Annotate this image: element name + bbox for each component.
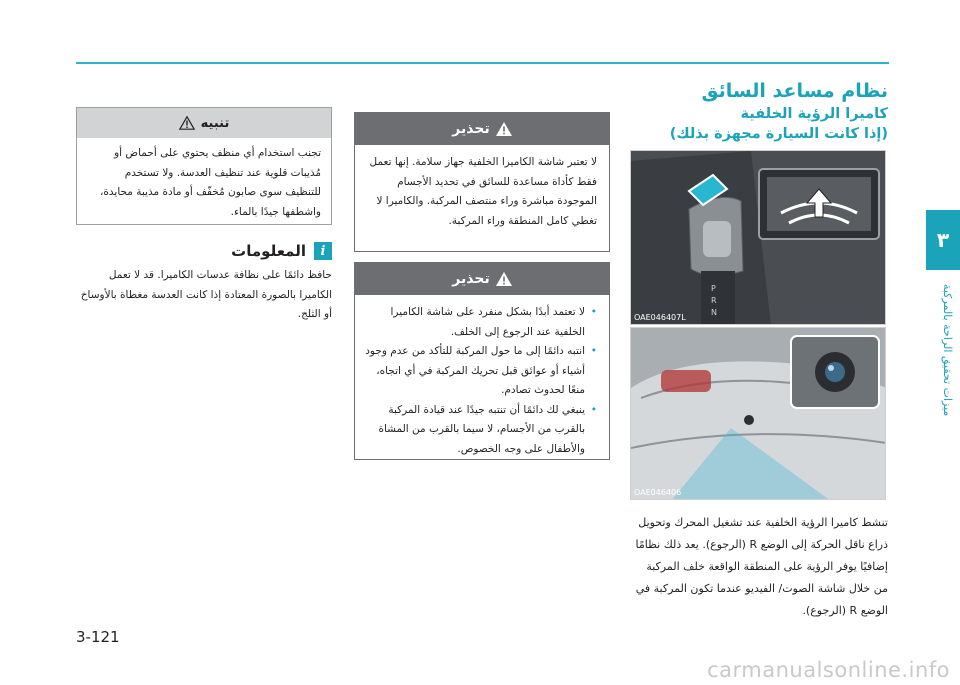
caution-header: [77, 108, 331, 138]
rear-camera-illustration: [631, 328, 886, 500]
figure-code-2: OAE046406: [634, 488, 682, 497]
chapter-label: ميزات تحقيق الراحة بالمركبة: [941, 283, 954, 417]
gear-shifter-illustration: [631, 151, 886, 325]
warning-title-1: تحذير: [452, 121, 490, 137]
warning-triangle-icon: [496, 272, 512, 286]
figure-gear-shifter: [630, 150, 886, 325]
caution-box: [76, 107, 332, 225]
svg-text:R: R: [711, 296, 717, 305]
svg-text:N: N: [711, 308, 717, 317]
warning-list-2: [355, 295, 609, 467]
information-title: المعلومات: [231, 242, 306, 260]
svg-text:P: P: [711, 284, 716, 293]
figure-code-1: OAE046407L: [634, 313, 686, 322]
warning-header-1: [355, 113, 609, 145]
page-number: 3-121: [76, 628, 120, 646]
warning-triangle-icon: [496, 122, 512, 136]
warning-box-2: [354, 262, 610, 460]
section-subtitle: [608, 104, 888, 144]
warning-box-1: [354, 112, 610, 252]
body-paragraph: تنشط كاميرا الرؤية الخلفية عند تشغيل المحرك وتحويل ذراع ناقل الحركة إلى الوضع R (الرجوع). يعد ذلك نظامًا إضافيًا يوفر الرؤية على المنطقة الواقعة خلف المركبة من خلال شاشة الصوت/ الفيديو عندما تكون المركبة في الوضع R (الرجوع).: [635, 516, 888, 617]
warning-title-2: تحذير: [452, 271, 490, 287]
warning-text-1: لا تعتبر شاشة الكاميرا الخلفية جهاز سلامة. إنها تعمل فقط كأداة مساعدة للسائق في تحديد الأجسام الموجودة مباشرة وراء منتصف المركبة. والكاميرا لا تغطي كامل المنطقة وراء المركبة.: [369, 156, 597, 227]
warning-item: • انتبه دائمًا إلى ما حول المركبة للتأكد من عدم وجود أشياء أو عوائق قبل تحريك المركبة في أي اتجاه، منعًا لحدوث تصادم.: [365, 342, 597, 401]
figure-rear-camera: [630, 327, 886, 500]
section-title: نظام مساعد السائق: [701, 80, 888, 102]
information-text: حافظ دائمًا على نظافة عدسات الكاميرا. قد لا تعمل الكاميرا بالصورة المعتادة إذا كانت العدسة مغطاة بالأوساخ أو الثلج.: [80, 269, 332, 320]
warning-item: • ينبغي لك دائمًا أن تنتبه جيدًا عند قيادة المركبة بالقرب من الأجسام، لا سيما بالقرب من المشاة والأطفال على وجه الخصوص.: [365, 401, 597, 460]
warning-header-2: [355, 263, 609, 295]
caution-triangle-icon: [179, 116, 195, 130]
subtitle-line-1: كاميرا الرؤية الخلفية: [740, 106, 888, 122]
caution-text: تجنب استخدام أي منظف يحتوي على أحماض أو مُذيبات قلوية عند تنظيف العدسة. ولا تستخدم للتنظيف سوى صابون مُخفّف أو مادة مذيبة محايدة، واشطفها جيدًا بالماء.: [100, 147, 321, 218]
warning-item: • لا تعتمد أبدًا بشكل منفرد على شاشة الكاميرا الخلفية عند الرجوع إلى الخلف.: [365, 303, 597, 342]
header-rule: [76, 62, 889, 64]
information-heading: [76, 242, 332, 260]
watermark: carmanualsonline.info: [707, 658, 950, 682]
caution-title: تنبيه: [200, 115, 230, 131]
chapter-tab: ٣: [926, 210, 960, 270]
subtitle-line-2: (إذا كانت السيارة مجهزة بذلك): [669, 126, 888, 142]
info-icon: i: [314, 242, 332, 260]
